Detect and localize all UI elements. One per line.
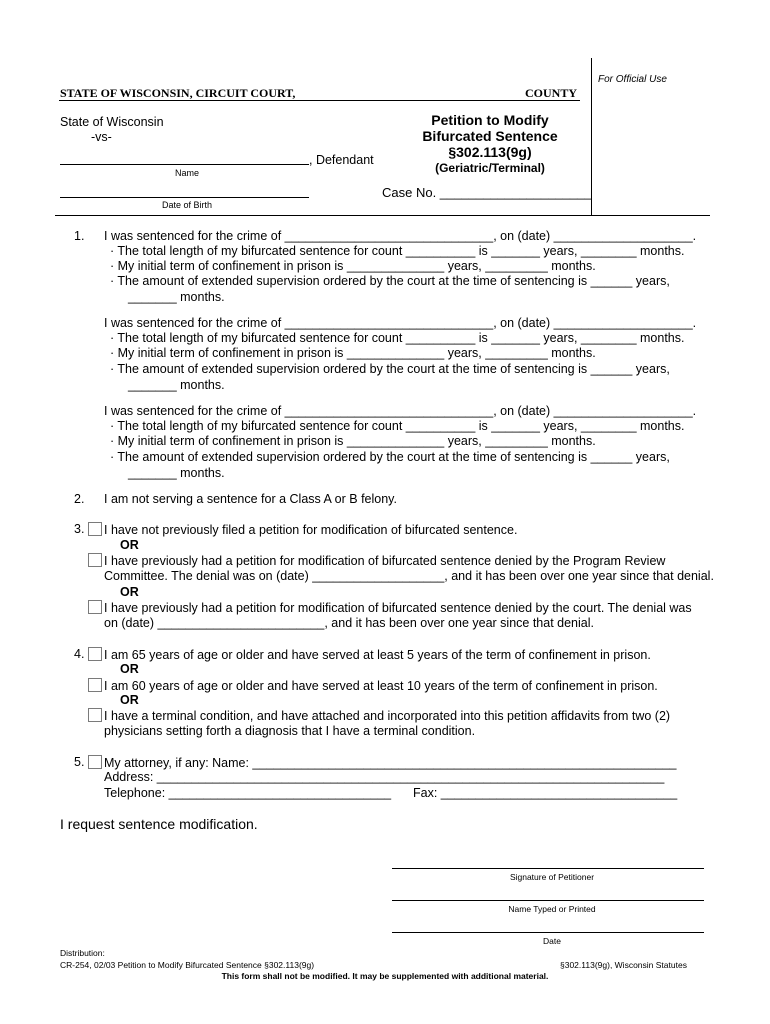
item4-option3-checkbox[interactable] (88, 708, 102, 722)
distribution-label: Distribution: (60, 948, 105, 958)
form-notice: This form shall not be modified. It may be supplemented with additional material. (221, 971, 549, 981)
item4-option2 (88, 678, 658, 693)
item3-option3-text: I have previously had a petition for modification of bifurcated sentence denied by the court. The denial was (104, 601, 692, 615)
item3-option2-text: I have previously had a petition for modification of bifurcated sentence denied by the Program Review (104, 554, 666, 568)
signature-line[interactable] (392, 868, 704, 869)
caption-rule (55, 215, 710, 216)
item3-number: 3. (74, 522, 85, 536)
extended-supervision-months[interactable]: _______ months. (128, 466, 225, 480)
state-label: State of Wisconsin (60, 115, 164, 129)
or-label: OR (120, 693, 139, 707)
attorney-telephone-field[interactable]: Telephone: ________________________________ (104, 786, 392, 800)
item2-number: 2. (74, 492, 85, 506)
item4-option1 (88, 647, 651, 662)
extended-supervision-line[interactable]: · The amount of extended supervision ordered by the court at the time of sentencing is ______ years, (110, 274, 670, 288)
attorney-name-field[interactable]: My attorney, if any: Name: _____________________________________________________________ (104, 756, 677, 770)
form-id: CR-254, 02/03 Petition to Modify Bifurcated Sentence §302.113(9g) (60, 960, 315, 970)
item4-option2-text: I am 60 years of age or older and have served at least 10 years of the term of confinement in prison. (104, 679, 658, 693)
crime-line[interactable]: I was sentenced for the crime of ______________________________, on (date) ____________________. (104, 229, 697, 243)
printed-name-caption: Name Typed or Printed (508, 904, 596, 914)
header-rule (59, 100, 580, 101)
item4-option3-text: I have a terminal condition, and have attached and incorporated into this petition affidavits from two (2) (104, 709, 671, 723)
defendant-label: , Defendant (309, 153, 374, 167)
item3-option1 (88, 522, 517, 537)
item4-option3-cont: physicians setting forth a diagnosis that I have a terminal condition. (104, 724, 476, 738)
title-subtitle: (Geriatric/Terminal) (435, 161, 545, 175)
initial-term-line[interactable]: · My initial term of confinement in prison is ______________ years, _________ months. (110, 259, 596, 273)
item4-option1-checkbox[interactable] (88, 647, 102, 661)
item3-option2-checkbox[interactable] (88, 553, 102, 567)
extended-supervision-months[interactable]: _______ months. (128, 378, 225, 392)
or-label: OR (120, 662, 139, 676)
item3-option3-checkbox[interactable] (88, 600, 102, 614)
dob-line[interactable] (60, 197, 309, 198)
title-statute: §302.113(9g) (448, 144, 532, 160)
item3-option3 (88, 600, 692, 615)
extended-supervision-months[interactable]: _______ months. (128, 290, 225, 304)
total-length-line[interactable]: · The total length of my bifurcated sentence for count __________ is _______ years, ________ months. (110, 419, 685, 433)
or-label: OR (120, 538, 139, 552)
official-use-label: For Official Use (598, 74, 667, 85)
item3-option2-date[interactable]: Committee. The denial was on (date) ___________________, and it has been over one year since that denial. (104, 569, 714, 583)
item4-option1-text: I am 65 years of age or older and have served at least 5 years of the term of confinement in prison. (104, 648, 651, 662)
court-heading: STATE OF WISCONSIN, CIRCUIT COURT, (60, 86, 296, 100)
title-line2: Bifurcated Sentence (422, 128, 558, 144)
item3-option1-checkbox[interactable] (88, 522, 102, 536)
or-label: OR (120, 585, 139, 599)
extended-supervision-line[interactable]: · The amount of extended supervision ordered by the court at the time of sentencing is ______ years, (110, 362, 670, 376)
attorney-fax-field[interactable]: Fax: __________________________________ (413, 786, 678, 800)
dob-caption: Date of Birth (162, 200, 213, 210)
attorney-address-field[interactable]: Address: _________________________________________________________________________ (104, 770, 665, 784)
printed-name-line[interactable] (392, 900, 704, 901)
item3-option2 (88, 553, 665, 568)
total-length-line[interactable]: · The total length of my bifurcated sentence for count __________ is _______ years, ________ months. (110, 244, 685, 258)
item2-text: I am not serving a sentence for a Class A or B felony. (104, 492, 397, 506)
defendant-name-line[interactable] (60, 164, 309, 165)
item1-number: 1. (74, 229, 85, 243)
name-caption: Name (175, 168, 200, 178)
initial-term-line[interactable]: · My initial term of confinement in prison is ______________ years, _________ months. (110, 434, 596, 448)
vs-label: -vs- (91, 130, 112, 144)
request-statement: I request sentence modification. (60, 816, 258, 832)
initial-term-line[interactable]: · My initial term of confinement in prison is ______________ years, _________ months. (110, 346, 596, 360)
title-line1: Petition to Modify (431, 112, 549, 128)
signature-caption: Signature of Petitioner (509, 872, 595, 882)
case-number-field[interactable]: Case No. _____________________ (382, 185, 592, 200)
total-length-line[interactable]: · The total length of my bifurcated sentence for count __________ is _______ years, ________ months. (110, 331, 685, 345)
item3-option3-date[interactable]: on (date) ________________________, and it has been over one year since that denial. (104, 616, 594, 630)
statute-reference: §302.113(9g), Wisconsin Statutes (560, 960, 687, 970)
item5-attorney (88, 755, 677, 770)
crime-line[interactable]: I was sentenced for the crime of ______________________________, on (date) ____________________. (104, 316, 697, 330)
item5-checkbox[interactable] (88, 755, 102, 769)
date-line[interactable] (392, 932, 704, 933)
crime-line[interactable]: I was sentenced for the crime of ______________________________, on (date) ____________________. (104, 404, 697, 418)
item4-option3 (88, 708, 670, 723)
item4-option2-checkbox[interactable] (88, 678, 102, 692)
item5-number: 5. (74, 755, 85, 769)
extended-supervision-line[interactable]: · The amount of extended supervision ordered by the court at the time of sentencing is ______ years, (110, 450, 670, 464)
item4-number: 4. (74, 647, 85, 661)
date-caption: Date (543, 936, 561, 946)
item3-option1-text: I have not previously filed a petition for modification of bifurcated sentence. (104, 523, 518, 537)
county-label: COUNTY (525, 86, 578, 100)
